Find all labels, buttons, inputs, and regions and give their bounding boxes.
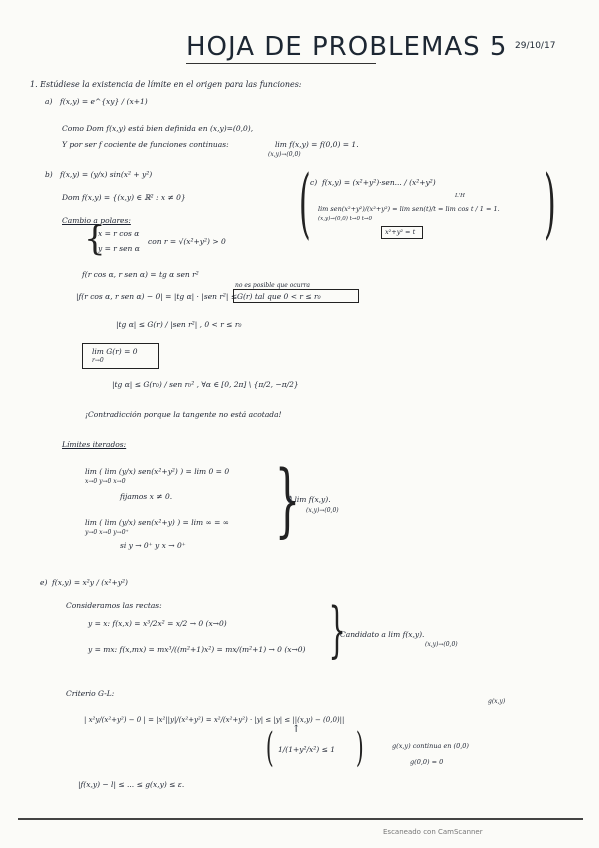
page-bottom-rule xyxy=(18,818,583,820)
part-b-polar-title: Cambio a polares: xyxy=(62,216,131,225)
part-a-function: f(x,y) = e^{xy} / (x+1) xyxy=(60,97,148,106)
iter-close-brace: } xyxy=(274,453,301,546)
part-c-limit: lim sen(x²+y²)/(x²+y²) = lim sen(t)/t = lim cos t / 1 = 1. xyxy=(318,205,500,213)
part-e-function: f(x,y) = x²y / (x²+y²) xyxy=(52,578,128,587)
iter1: lim ( lim (y/x) sen(x²+y²) ) = lim 0 = 0 xyxy=(85,467,230,476)
part-b-domain: Dom f(x,y) = {(x,y) ∈ ℝ² : x ≠ 0} xyxy=(62,193,186,202)
part-c-function: f(x,y) = (x²+y²)·sen... / (x²+y²) xyxy=(322,178,436,187)
polar-limit-line1: lim G(r) = 0 xyxy=(92,347,138,356)
part-b-label: b) xyxy=(45,170,53,179)
final-inequality: |f(x,y) − l| ≤ ... ≤ g(x,y) ≤ ε. xyxy=(78,780,185,789)
part-c-lhopital: L'H xyxy=(455,193,465,199)
polar-ineq: |tg α| ≤ G(r) / |sen r²| , 0 < r ≤ r₀ xyxy=(116,320,242,329)
page-title: HOJA DE PROBLEMAS 5 xyxy=(186,32,508,62)
iter1-sub: x→0 y→0 x→0 xyxy=(85,478,126,485)
polar-r-def: con r = √(x²+y²) > 0 xyxy=(148,237,226,246)
polar-ineq2: |tg α| ≤ G(r₀) / sen r₀² , ∀α ∈ [0, 2π] \ {π/2, −π/2} xyxy=(112,380,299,389)
polar-box-text: G(r) tal que 0 < r ≤ r₀ xyxy=(237,292,321,301)
polar-system-y: y = r sen α xyxy=(98,244,140,253)
part-a-line2: Y por ser f cociente de funciones continuas: xyxy=(62,140,229,149)
polar-abs: |f(r cos α, r sen α) − 0| = |tg α| · |sen r²| ≤ xyxy=(76,292,238,301)
rectas-brace: } xyxy=(328,595,346,665)
part-a-label: a) xyxy=(45,97,53,106)
up-arrow-icon: ↑ xyxy=(292,724,301,735)
iter-conclusion-sub: (x,y)→(0,0) xyxy=(306,507,339,514)
problem-statement: 1. Estúdiese la existencia de límite en el origen para las funciones: xyxy=(30,80,302,89)
iter2-note: si y → 0⁺ y x → 0⁺ xyxy=(120,541,186,550)
recta-1: y = x: f(x,x) = x³/2x² = x/2 → 0 (x→0) xyxy=(88,619,227,628)
g-continuous: g(x,y) continua en (0,0) xyxy=(392,742,469,750)
g-zero: g(0,0) = 0 xyxy=(410,758,444,766)
iter-conclusion: ∄ lim f(x,y). xyxy=(288,495,331,504)
bound-open-paren: ( xyxy=(265,725,274,771)
iter2-sub: y→0 x→0 y→0⁺ xyxy=(85,529,129,536)
iter1-note: fijamos x ≠ 0. xyxy=(120,492,173,501)
part-c-limit-sub: (x,y)→(0,0) t→0 t→0 xyxy=(318,216,373,222)
page-date: 29/10/17 xyxy=(515,41,556,51)
title-underline xyxy=(186,63,376,64)
polar-brace: { xyxy=(84,219,106,259)
iter-title: Límites iterados: xyxy=(62,440,127,449)
part-c-label: c) xyxy=(310,178,318,187)
g-label: g(x,y) xyxy=(488,698,506,705)
part-b-function: f(x,y) = (y/x) sin(x² + y²) xyxy=(60,170,153,179)
bound-close-paren: ) xyxy=(355,725,364,771)
part-c-box-text: x²+y² = t xyxy=(385,228,416,236)
polar-note: no es posible que ocurra xyxy=(235,282,310,289)
bound: 1/(1+y²/x²) ≤ 1 xyxy=(278,745,336,754)
part-c-close-paren: ) xyxy=(543,158,556,247)
criterio: Criterio G-L: xyxy=(66,689,115,698)
polar-contradiction: ¡Contradicción porque la tangente no está acotada! xyxy=(85,410,282,419)
polar-f: f(r cos α, r sen α) = tg α sen r² xyxy=(82,270,199,279)
part-a-line1: Como Dom f(x,y) está bien definida en (x,y)=(0,0), xyxy=(62,124,254,133)
part-a-limit: lim f(x,y) = f(0,0) = 1. xyxy=(275,140,359,149)
candidate-sub: (x,y)→(0,0) xyxy=(425,641,458,648)
iter2: lim ( lim (y/x) sen(x²+y) ) = lim ∞ = ∞ xyxy=(85,518,230,527)
polar-system-x: x = r cos α xyxy=(98,229,140,238)
part-e-label: e) xyxy=(40,578,48,587)
part-a-limit-sub: (x,y)→(0,0) xyxy=(268,151,301,158)
scanner-watermark: Escaneado con CamScanner xyxy=(383,828,483,836)
part-c-open-paren: ( xyxy=(298,158,311,247)
polar-limit-line2: r→0 xyxy=(92,357,104,364)
rectas-title: Consideramos las rectas: xyxy=(66,601,162,610)
criterio-inequality: | x²y/(x²+y²) − 0 | = |x²||y|/(x²+y²) = x²/(x²+y²) · |y| ≤ |y| ≤ ||(x,y) − (0,0)|| xyxy=(84,716,345,724)
candidate: Candidato a lim f(x,y). xyxy=(340,630,425,639)
recta-2: y = mx: f(x,mx) = mx³/((m²+1)x²) = mx/(m²+1) → 0 (x→0) xyxy=(88,645,306,654)
